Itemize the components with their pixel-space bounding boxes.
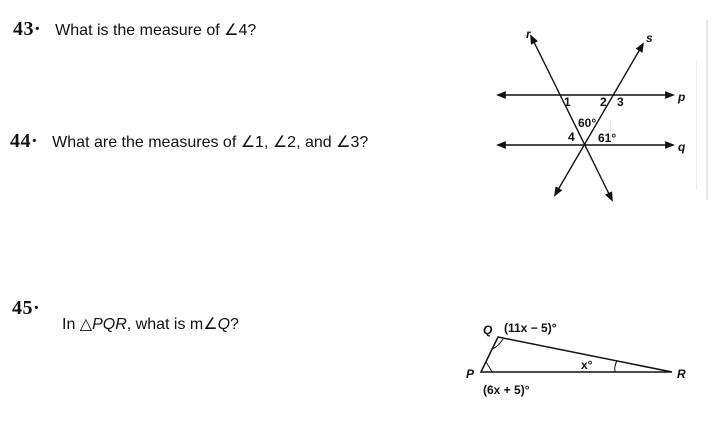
scan-noise xyxy=(706,20,708,200)
label-s: s xyxy=(646,31,653,45)
angle-r-arc xyxy=(615,361,617,372)
question-suffix: ? xyxy=(230,316,239,333)
angle-61-label: 61° xyxy=(598,131,617,145)
angle-1-label: 1 xyxy=(564,95,571,109)
vertex-q-label: Q xyxy=(483,323,493,337)
angle-4-label: 4 xyxy=(568,130,575,144)
question-prefix: In △ xyxy=(62,316,93,333)
vertex-p-label: P xyxy=(466,367,475,381)
label-r: r xyxy=(526,27,531,41)
label-q: q xyxy=(678,140,686,154)
angle-60-label: 60° xyxy=(578,116,597,130)
angle-q-expression: (11x − 5)° xyxy=(504,321,557,335)
angle-p-arc xyxy=(486,362,492,372)
vertex-r-label: R xyxy=(677,367,686,381)
triangle-pqr xyxy=(481,337,672,372)
scan-noise xyxy=(610,120,611,140)
question-number: 44· xyxy=(10,130,39,152)
label-p: p xyxy=(678,90,686,104)
scan-noise xyxy=(696,60,697,190)
question-text: What are the measures of ∠1, ∠2, and ∠3? xyxy=(52,134,369,151)
question-number: 45· xyxy=(12,297,41,319)
angle-3-label: 3 xyxy=(617,95,624,109)
angle-p-expression: (6x + 5)° xyxy=(483,383,530,397)
angle-2-label: 2 xyxy=(600,95,607,109)
question-text: What is the measure of ∠4? xyxy=(55,22,257,39)
angle-r-expression: x° xyxy=(581,358,593,372)
triangle-name: PQR xyxy=(92,316,127,333)
angle-name: Q xyxy=(217,316,231,333)
question-mid: , what is m∠ xyxy=(126,316,218,333)
question-number: 43· xyxy=(13,18,42,40)
